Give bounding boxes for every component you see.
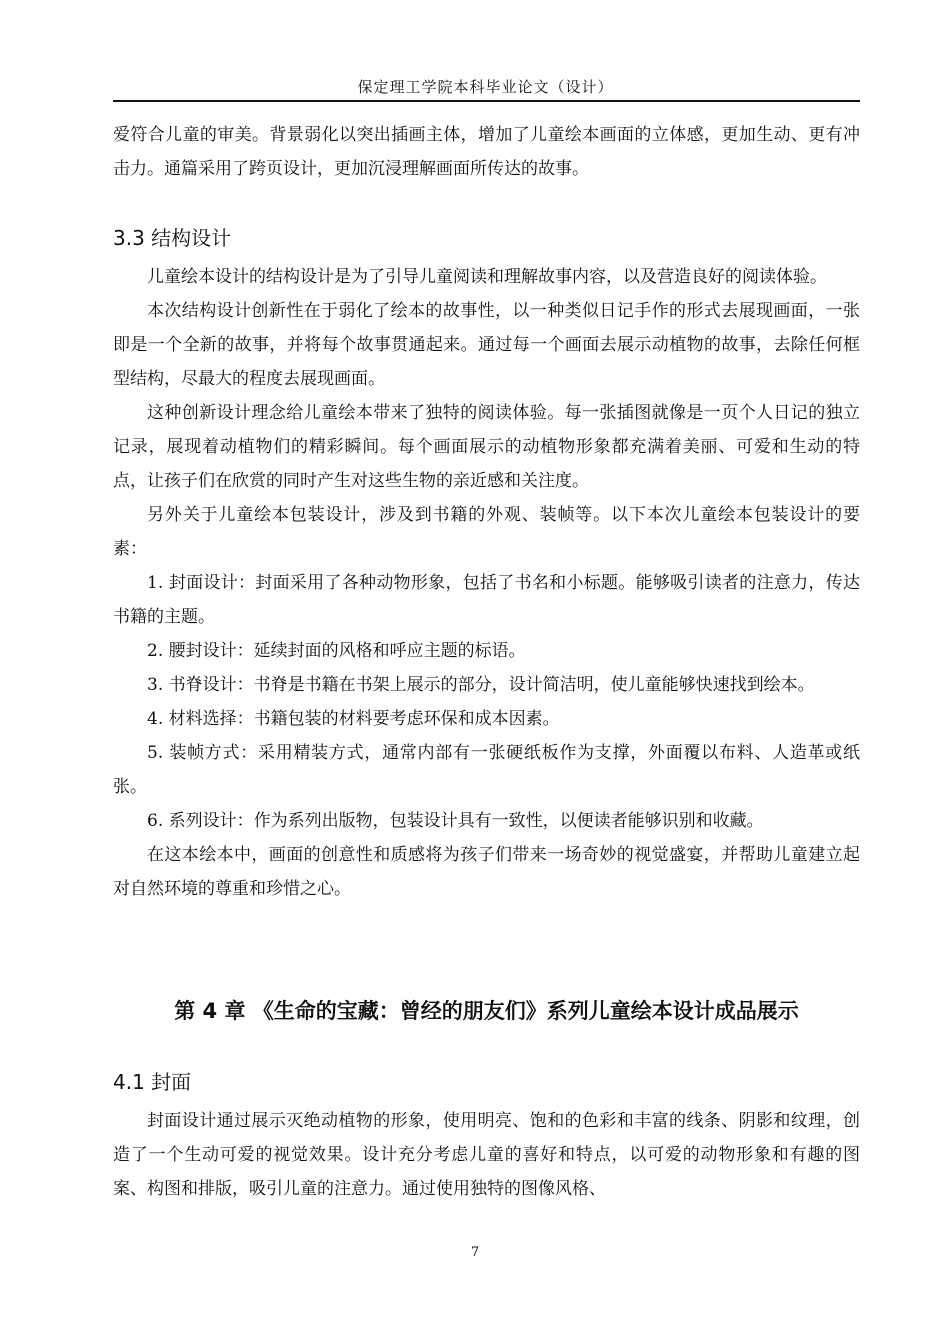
section-4-1-body	[113, 1104, 860, 1206]
section-heading-4-1: 4.1 封面	[113, 1070, 192, 1094]
list-item-binding: 5. 装帧方式：采用精装方式，通常内部有一张硬纸板作为支撑，外面覆以布料、人造革或纸张。	[113, 743, 860, 797]
list-item-spine: 3. 书脊设计：书脊是书籍在书架上展示的部分，设计简洁明，使儿童能够快速找到绘本。	[147, 675, 815, 695]
paragraph: 本次结构设计创新性在于弱化了绘本的故事性，以一种类似日记手作的形式去展现画面，一张即是一个全新的故事，并将每个故事贯通起来。通过每一个画面去展示动植物的故事，去除任何框型结构，尽最大的程度去展现画面。	[113, 301, 860, 389]
continuation-block	[113, 118, 860, 186]
paragraph: 在这本绘本中，画面的创意性和质感将为孩子们带来一场奇妙的视觉盛宴，并帮助儿童建立起对自然环境的尊重和珍惜之心。	[113, 845, 860, 899]
list-item-cover: 1. 封面设计：封面采用了各种动物形象，包括了书名和小标题。能够吸引读者的注意力，传达书籍的主题。	[113, 573, 860, 627]
page-number: 7	[470, 1245, 480, 1260]
continuation-paragraph: 爱符合儿童的审美。背景弱化以突出插画主体，增加了儿童绘本画面的立体感，更加生动、更有冲击力。通篇采用了跨页设计，更加沉浸理解画面所传达的故事。	[113, 125, 860, 179]
list-item-series: 6. 系列设计：作为系列出版物，包装设计具有一致性，以便读者能够识别和收藏。	[147, 811, 764, 831]
paragraph: 这种创新设计理念给儿童绘本带来了独特的阅读体验。每一张插图就像是一页个人日记的独立记录，展现着动植物们的精彩瞬间。每个画面展示的动植物形象都充满着美丽、可爱和生动的特点，让孩子们在欣赏的同时产生对这些生物的亲近感和关注度。	[113, 403, 860, 491]
paragraph: 儿童绘本设计的结构设计是为了引导儿童阅读和理解故事内容，以及营造良好的阅读体验。	[147, 267, 827, 287]
paragraph: 封面设计通过展示灭绝动植物的形象，使用明亮、饱和的色彩和丰富的线条、阴影和纹理，创造了一个生动可爱的视觉效果。设计充分考虑儿童的喜好和特点，以可爱的动物形象和有趣的图案、构图和排版，吸引儿童的注意力。通过使用独特的图像风格、	[113, 1111, 860, 1199]
chapter-heading-4: 第 4 章 《生命的宝藏：曾经的朋友们》系列儿童绘本设计成品展示	[174, 999, 799, 1023]
running-header: 保定理工学院本科毕业论文（设计）	[357, 78, 614, 96]
section-heading-3-3: 3.3 结构设计	[113, 226, 232, 250]
list-item-belly-band: 2. 腰封设计：延续封面的风格和呼应主题的标语。	[147, 641, 526, 661]
list-item-materials: 4. 材料选择：书籍包装的材料要考虑环保和成本因素。	[147, 709, 560, 729]
header-rule	[113, 100, 860, 102]
paragraph: 另外关于儿童绘本包装设计，涉及到书籍的外观、装帧等。以下本次儿童绘本包装设计的要素：	[113, 505, 860, 559]
section-3-3-body	[113, 260, 860, 906]
